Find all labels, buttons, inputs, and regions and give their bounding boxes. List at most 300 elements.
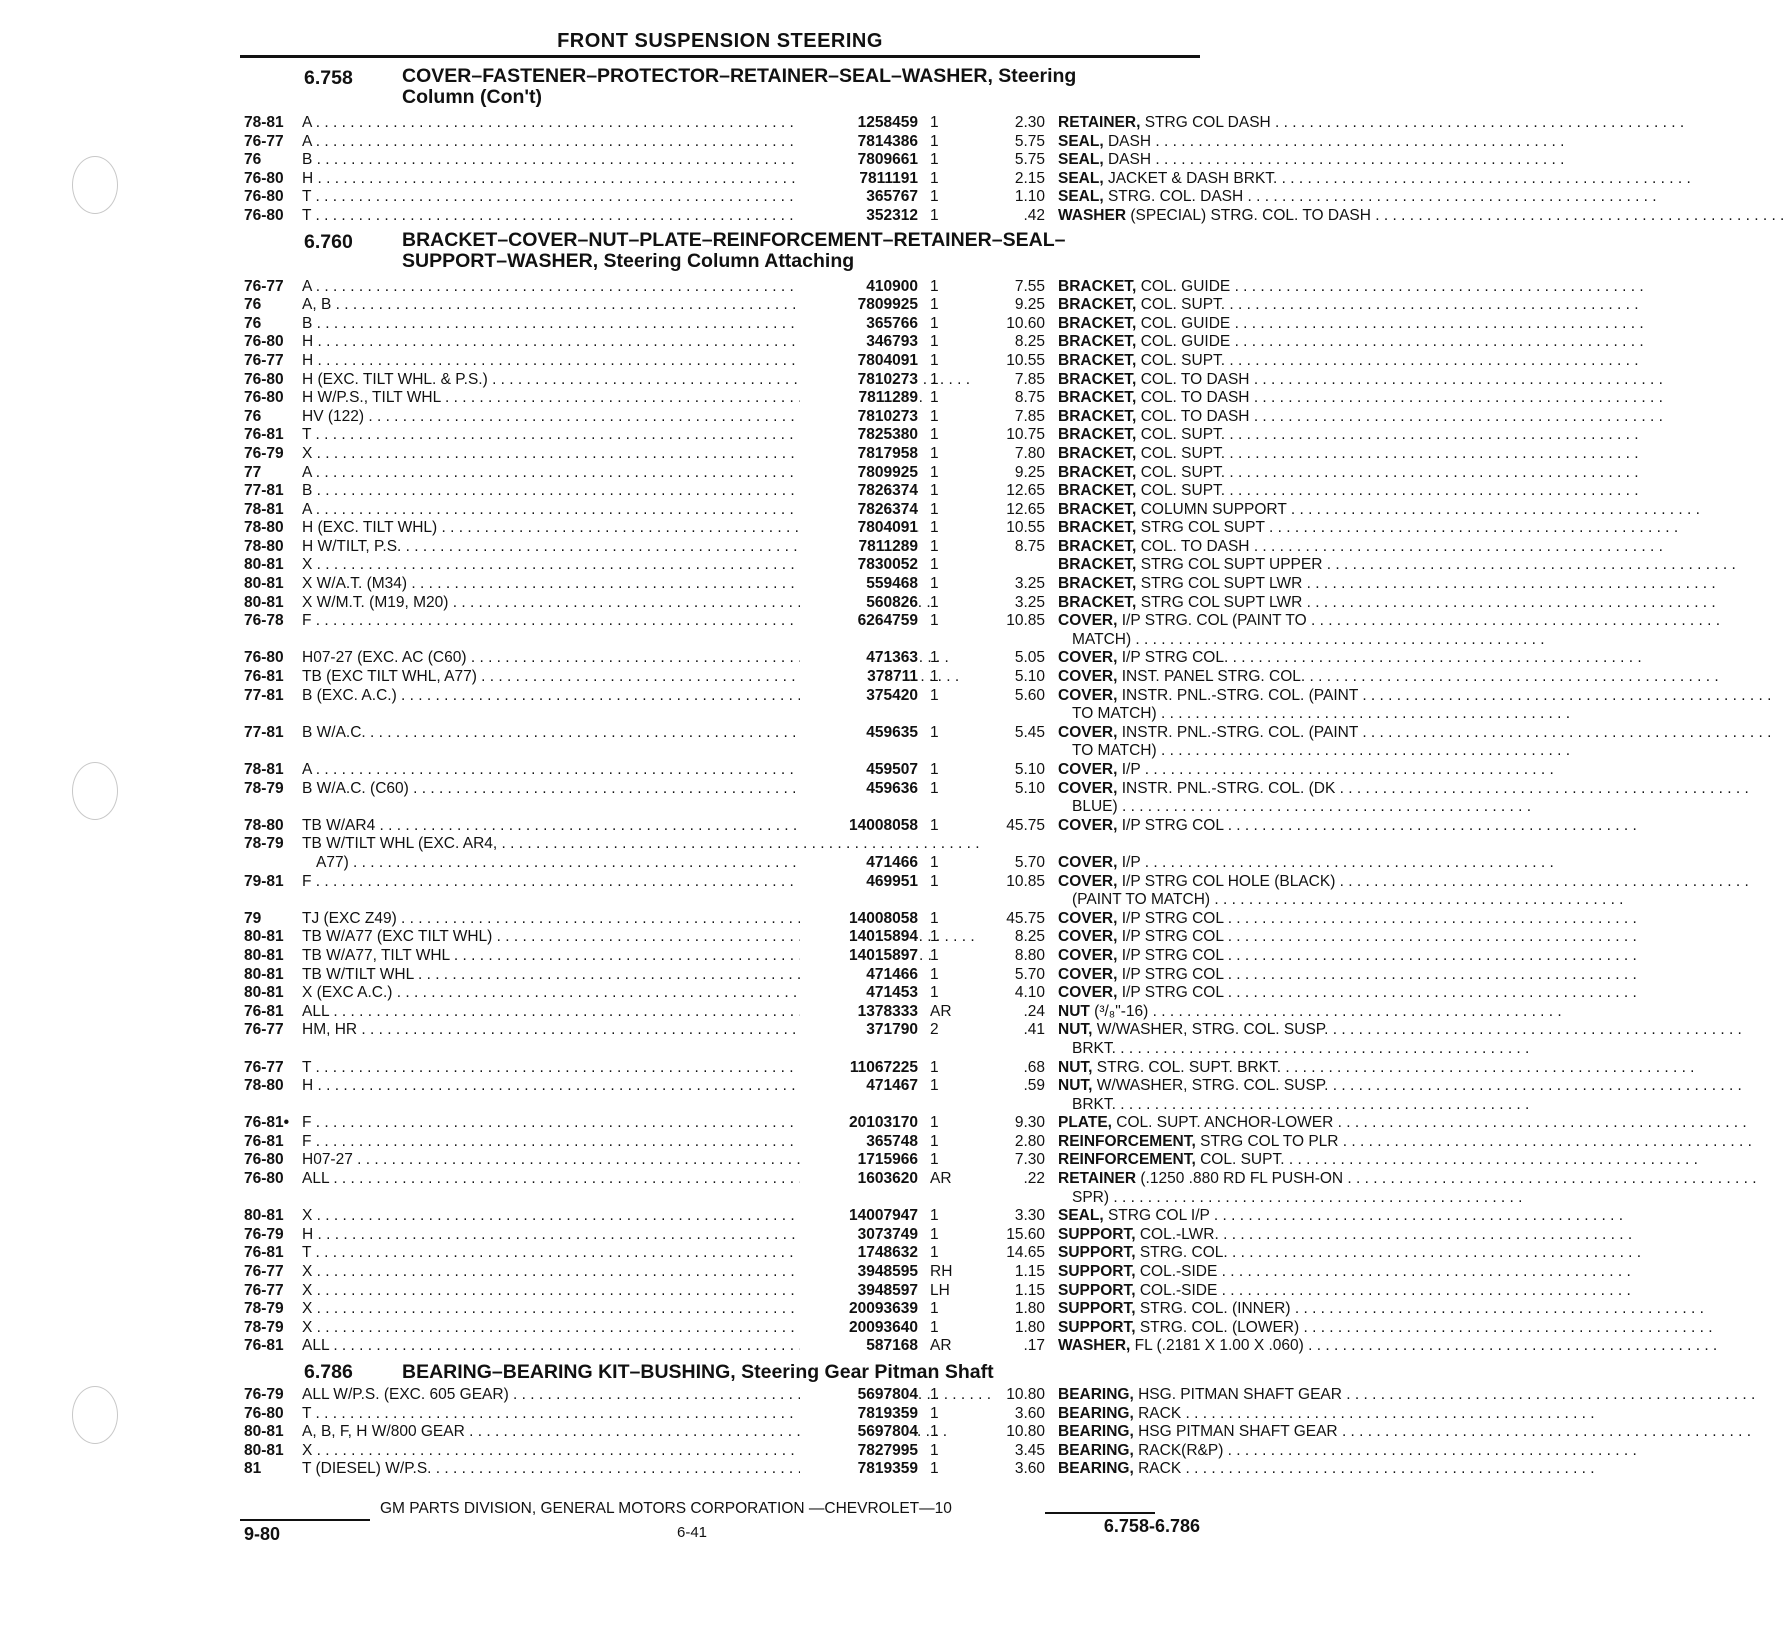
- price: 1.15: [1014, 1263, 1045, 1281]
- description-text: COL. SUPT. ANCHOR-LOWER: [1116, 1114, 1334, 1132]
- description-line: [1058, 1003, 1438, 1022]
- part-name: SUPPORT,: [1058, 1318, 1136, 1336]
- price: 9.25: [1014, 296, 1045, 314]
- part-number: 471466: [800, 854, 918, 873]
- description-line: [1058, 817, 1438, 836]
- description-text: COL. GUIDE: [1140, 333, 1231, 351]
- quantity: 1: [930, 686, 939, 704]
- model-year: 80-81: [244, 1423, 284, 1441]
- part-description: [1058, 873, 1438, 910]
- price: 2.15: [1014, 169, 1045, 187]
- part-name: BRACKET,: [1058, 500, 1137, 518]
- description-text: COL. TO DASH: [1140, 370, 1250, 388]
- part-row: [240, 1021, 1329, 1058]
- part-description: [1058, 352, 1438, 371]
- description-text: DASH: [1107, 151, 1152, 169]
- model-text: A: [302, 277, 312, 295]
- part-description: [1058, 426, 1438, 445]
- punch-hole-top: [72, 156, 118, 214]
- price: 10.85: [1006, 872, 1045, 890]
- part-number: 346793: [800, 333, 918, 352]
- model-line: [302, 315, 812, 334]
- model-year: 80-81: [244, 984, 284, 1002]
- price: 10.75: [1006, 426, 1045, 444]
- description-text: INSTR. PNL.-STRG. COL. (PAINT: [1121, 723, 1359, 741]
- quantity: 1: [930, 1058, 939, 1076]
- part-description: [1058, 1386, 1438, 1405]
- part-number: 1258459: [800, 114, 918, 133]
- part-name: COVER,: [1058, 761, 1118, 778]
- description-line: [1058, 389, 1438, 408]
- model-applicability: [302, 170, 812, 189]
- part-row: [240, 835, 1200, 872]
- part-row: [240, 444, 1226, 464]
- part-number: 7827995: [800, 1442, 918, 1461]
- part-number: 7809661: [800, 151, 918, 170]
- price: 8.80: [1014, 946, 1045, 964]
- model-line: [302, 966, 812, 985]
- part-description: [1058, 1405, 1438, 1424]
- description-text: DASH: [1107, 132, 1152, 150]
- model-text: H: [302, 1225, 314, 1243]
- quantity: 1: [930, 389, 939, 407]
- part-number: 11067225: [800, 1059, 918, 1078]
- description-line: [1058, 668, 1438, 687]
- quantity: 1: [930, 761, 939, 778]
- description-line: [1058, 1405, 1438, 1424]
- part-name: BEARING,: [1058, 1404, 1134, 1422]
- model-line: [302, 761, 812, 780]
- footer-rule-right: [1045, 1512, 1155, 1514]
- quantity: 1: [930, 1441, 939, 1459]
- part-number: 471466: [800, 966, 918, 985]
- part-number: 559468: [800, 575, 918, 594]
- section-title-cont: SUPPORT–WASHER, Steering Column Attaching: [402, 249, 855, 272]
- model-year: 76-79: [244, 444, 284, 462]
- model-year: 80-81: [244, 1207, 284, 1225]
- quantity: 1: [930, 612, 939, 630]
- part-description: [1058, 1059, 1438, 1078]
- price: 4.10: [1014, 984, 1045, 1002]
- price: 5.45: [1014, 723, 1045, 741]
- model-line: [302, 1244, 812, 1263]
- part-number: 7811289: [800, 538, 918, 557]
- model-text: F: [302, 612, 312, 630]
- model-applicability: [302, 724, 812, 743]
- model-text: X W/A.T. (M34): [302, 575, 408, 593]
- part-row: [240, 984, 1224, 1003]
- part-row: [240, 314, 1231, 334]
- description-line: [1058, 1423, 1438, 1442]
- part-row: [240, 1058, 1282, 1078]
- part-number: 1603620: [800, 1170, 918, 1189]
- model-text: B: [302, 314, 313, 332]
- part-row: [240, 946, 1224, 966]
- footer-section-range: 6.758-6.786: [1103, 1516, 1200, 1536]
- description-line: [1058, 556, 1438, 575]
- model-line: [302, 649, 812, 668]
- model-year: 76: [244, 314, 262, 332]
- model-text: H07-27 (EXC. AC (C60): [302, 649, 467, 667]
- model-applicability: [302, 1263, 812, 1282]
- model-text: T: [302, 1404, 312, 1422]
- model-applicability: [302, 1337, 812, 1356]
- part-description: [1058, 1244, 1438, 1263]
- quantity: 1: [930, 668, 939, 686]
- description-text: RACK: [1138, 1460, 1182, 1478]
- description-line: [1058, 928, 1438, 947]
- part-description: [1058, 1114, 1438, 1133]
- parts-catalog: [240, 62, 1371, 1479]
- description-line: [1058, 947, 1438, 966]
- price: 12.65: [1006, 482, 1045, 500]
- section-number: 6.758: [304, 67, 353, 89]
- description-line: [1058, 687, 1438, 706]
- part-description: [1058, 928, 1438, 947]
- part-number: 1715966: [800, 1151, 918, 1170]
- description-line: [1058, 170, 1438, 189]
- model-year: 80-81: [244, 965, 284, 983]
- part-row: [240, 816, 1224, 836]
- quantity: 1: [930, 984, 939, 1002]
- footer-date: 9-80: [244, 1524, 281, 1544]
- part-description: [1058, 315, 1438, 334]
- model-applicability: [302, 1423, 812, 1442]
- description-text: (.1250 .880 RD FL PUSH-ON: [1140, 1170, 1344, 1188]
- part-number: 365767: [800, 188, 918, 207]
- quantity: 1: [930, 556, 939, 574]
- model-text: HM, HR: [302, 1021, 358, 1039]
- quantity: 1: [930, 151, 939, 169]
- model-year: 76-80: [244, 1404, 284, 1422]
- model-line: [302, 854, 812, 873]
- price: 3.25: [1014, 593, 1045, 611]
- part-number: 7825380: [800, 426, 918, 445]
- quantity: 2: [930, 1021, 939, 1039]
- part-description: [1058, 1170, 1438, 1207]
- part-description: [1058, 1021, 1438, 1058]
- description-line: [1058, 464, 1438, 483]
- part-name: COVER,: [1058, 649, 1118, 667]
- model-line: [302, 333, 812, 352]
- description-text: STRG COL TO PLR: [1200, 1132, 1339, 1150]
- price: 5.05: [1014, 649, 1045, 667]
- model-applicability: [302, 519, 812, 538]
- model-year: 77-81: [244, 723, 284, 741]
- description-text: INSTR. PNL.-STRG. COL. (PAINT: [1121, 686, 1359, 704]
- part-number: 459507: [800, 761, 918, 780]
- description-text-cont: (PAINT TO MATCH): [1072, 891, 1211, 909]
- model-line: [302, 575, 812, 594]
- model-text: T (DIESEL) W/P.S.: [302, 1460, 432, 1478]
- part-name: BEARING,: [1058, 1441, 1134, 1459]
- price: 5.70: [1014, 853, 1045, 871]
- model-year: 76-80: [244, 1151, 284, 1169]
- model-text: A: [302, 114, 312, 131]
- model-year: 80-81: [244, 1441, 284, 1459]
- part-number: 560826: [800, 594, 918, 613]
- model-applicability: [302, 612, 812, 631]
- part-row: [240, 151, 1200, 170]
- model-line: [302, 1386, 812, 1405]
- part-name: RETAINER: [1058, 1170, 1137, 1188]
- model-applicability: [302, 928, 812, 947]
- description-line: [1058, 151, 1438, 170]
- description-line: [1058, 278, 1438, 297]
- quantity: 1: [930, 1225, 939, 1243]
- price: 7.30: [1014, 1151, 1045, 1169]
- part-number: 371790: [800, 1021, 918, 1040]
- model-applicability: [302, 910, 812, 929]
- model-text: TJ (EXC Z49): [302, 909, 397, 927]
- description-text: COL. SUPT.: [1140, 351, 1226, 369]
- description-line: [1058, 188, 1438, 207]
- description-text: W/WASHER, STRG. COL. SUSP.: [1096, 1077, 1329, 1095]
- part-number: 352312: [800, 207, 918, 226]
- part-description: [1058, 1077, 1438, 1114]
- description-line: [1058, 1337, 1438, 1356]
- model-text: H: [302, 351, 314, 369]
- part-description: [1058, 649, 1438, 668]
- description-line-cont: [1058, 705, 1438, 724]
- model-year: 76-81: [244, 1002, 284, 1020]
- price: 5.70: [1014, 965, 1045, 983]
- part-number: 471363: [800, 649, 918, 668]
- part-number: 7809925: [800, 464, 918, 483]
- part-row: [240, 575, 1303, 594]
- part-row: [240, 169, 1278, 189]
- model-applicability: [302, 371, 812, 390]
- section-number: 6.760: [304, 230, 353, 253]
- footer-page-number: 6-41: [677, 1524, 708, 1541]
- model-year: 78-80: [244, 537, 284, 555]
- part-row: [240, 389, 1250, 408]
- description-line: [1058, 612, 1438, 631]
- part-description: [1058, 1282, 1438, 1301]
- part-name: COVER,: [1058, 872, 1118, 890]
- model-text: ALL: [302, 1337, 330, 1355]
- part-number: 20093640: [800, 1319, 918, 1338]
- part-description: [1058, 445, 1438, 464]
- description-line: [1058, 482, 1438, 501]
- model-text: A, B, F, H W/800 GEAR: [302, 1423, 465, 1441]
- description-text: STRG. COL.: [1139, 1244, 1228, 1262]
- part-row: [240, 872, 1336, 910]
- part-name: COVER,: [1058, 984, 1118, 1002]
- price: 3.60: [1014, 1404, 1045, 1422]
- price: 5.60: [1014, 686, 1045, 704]
- model-line: [302, 278, 812, 297]
- model-applicability: [302, 1226, 812, 1245]
- price: 7.85: [1014, 407, 1045, 425]
- quantity: 1: [930, 188, 939, 206]
- description-line-cont: [1058, 891, 1438, 910]
- model-text: A: [302, 761, 312, 778]
- part-description: [1058, 538, 1438, 557]
- quantity: 1: [930, 1114, 939, 1132]
- model-applicability: [302, 151, 812, 170]
- model-year: 80-81: [244, 593, 284, 611]
- price: 5.75: [1014, 132, 1045, 150]
- part-row: [240, 1244, 1228, 1263]
- model-applicability: [302, 556, 812, 575]
- model-applicability: [302, 1151, 812, 1170]
- model-year: 78-79: [244, 1318, 284, 1336]
- model-year: 81: [244, 1460, 262, 1478]
- description-line: [1058, 315, 1438, 334]
- part-description: [1058, 1151, 1438, 1170]
- quantity: 1: [930, 114, 939, 131]
- model-applicability: [302, 1207, 812, 1226]
- part-name: RETAINER,: [1058, 114, 1141, 131]
- punch-hole-bottom: [72, 1386, 118, 1444]
- part-description: [1058, 1133, 1438, 1152]
- price: .59: [1023, 1077, 1045, 1095]
- part-row: [240, 1170, 1344, 1207]
- part-name: SEAL,: [1058, 169, 1104, 187]
- model-year: 76: [244, 151, 262, 169]
- quantity: AR: [930, 1170, 952, 1188]
- description-line-cont: [1058, 1040, 1438, 1059]
- description-line: [1058, 1282, 1438, 1301]
- model-line: [302, 1226, 812, 1245]
- part-number: 469951: [800, 873, 918, 892]
- description-text: STRG COL DASH: [1144, 114, 1271, 131]
- model-line: [302, 464, 812, 483]
- description-text: STRG COL I/P: [1107, 1207, 1210, 1225]
- part-number: 3073749: [800, 1226, 918, 1245]
- price: 5.10: [1014, 761, 1045, 778]
- part-row: [240, 1460, 1200, 1479]
- part-row: [240, 370, 1250, 390]
- model-line: [302, 1423, 812, 1442]
- model-line: [302, 780, 812, 799]
- part-name: COVER,: [1058, 853, 1118, 871]
- model-line: [302, 1059, 812, 1078]
- quantity: 1: [930, 1423, 939, 1441]
- description-text: COL. SUPT.: [1140, 296, 1226, 314]
- model-line: [302, 1207, 812, 1226]
- part-name: BRACKET,: [1058, 296, 1137, 314]
- page-header: [240, 30, 1200, 58]
- model-year: 77-81: [244, 482, 284, 500]
- part-description: [1058, 151, 1438, 170]
- description-text: STRG. COL. (LOWER): [1139, 1318, 1300, 1336]
- quantity: 1: [930, 314, 939, 332]
- description-text: INST. PANEL STRG. COL.: [1121, 668, 1306, 686]
- part-name: SUPPORT,: [1058, 1300, 1136, 1318]
- part-row: [240, 206, 1371, 226]
- model-line: [302, 1300, 812, 1319]
- model-year: 78-80: [244, 519, 284, 537]
- part-name: COVER,: [1058, 779, 1118, 797]
- model-applicability: [302, 1003, 812, 1022]
- part-row: [240, 1003, 1200, 1022]
- price: 3.30: [1014, 1207, 1045, 1225]
- model-year: 76-77: [244, 1021, 284, 1039]
- footer-text: GM PARTS DIVISION, GENERAL MOTORS CORPORATION —CHEVROLET—10: [380, 1500, 952, 1517]
- quantity: 1: [930, 1151, 939, 1169]
- part-row: [240, 1132, 1339, 1152]
- model-line: [302, 114, 812, 133]
- price: 8.75: [1014, 537, 1045, 555]
- part-row: [240, 519, 1265, 538]
- model-text: H: [302, 169, 314, 187]
- part-description: [1058, 133, 1438, 152]
- model-text: A, B: [302, 296, 332, 314]
- model-line: [302, 296, 812, 315]
- description-line: [1058, 854, 1438, 873]
- part-name: COVER,: [1058, 668, 1118, 686]
- part-row: [240, 537, 1250, 557]
- model-year: 76-80: [244, 333, 284, 351]
- model-year: 76-77: [244, 1281, 284, 1299]
- part-number: 471453: [800, 984, 918, 1003]
- description-line: [1058, 1133, 1438, 1152]
- part-number: 7814386: [800, 133, 918, 152]
- model-text: X: [302, 1441, 313, 1459]
- part-description: [1058, 612, 1438, 649]
- model-line: [302, 408, 812, 427]
- part-number: 375420: [800, 687, 918, 706]
- model-applicability: [302, 984, 812, 1003]
- quantity: LH: [930, 1281, 950, 1299]
- model-text: B W/A.C.: [302, 723, 366, 741]
- part-row: [240, 686, 1359, 724]
- part-name: SUPPORT,: [1058, 1263, 1136, 1281]
- part-number: 7810273: [800, 408, 918, 427]
- description-text: I/P STRG COL: [1121, 984, 1224, 1002]
- part-number: 410900: [800, 278, 918, 297]
- part-name: BRACKET,: [1058, 593, 1137, 611]
- model-applicability: [302, 1133, 812, 1152]
- model-applicability: [302, 817, 812, 836]
- part-description: [1058, 501, 1438, 520]
- model-line: [302, 1319, 812, 1338]
- model-year: 78-80: [244, 816, 284, 834]
- model-year: 76-77: [244, 1263, 284, 1281]
- description-text: COL. SUPT.: [1200, 1151, 1285, 1169]
- model-applicability: [302, 594, 812, 613]
- part-name: COVER,: [1058, 965, 1118, 983]
- description-line: [1058, 724, 1438, 743]
- price: 7.55: [1014, 277, 1045, 295]
- part-name: REINFORCEMENT,: [1058, 1151, 1196, 1169]
- model-line: [302, 482, 812, 501]
- description-line: [1058, 966, 1438, 985]
- description-text-cont: SPR): [1072, 1188, 1110, 1206]
- description-text: STRG COL SUPT UPPER: [1140, 556, 1323, 574]
- part-description: [1058, 1300, 1438, 1319]
- part-description: [1058, 966, 1438, 985]
- description-text-cont: TO MATCH): [1072, 742, 1157, 760]
- model-applicability: [302, 947, 812, 966]
- model-line: [302, 1077, 812, 1096]
- part-description: [1058, 947, 1438, 966]
- description-line: [1058, 873, 1438, 892]
- part-row: [240, 668, 1306, 687]
- part-number: 5697804: [800, 1386, 918, 1405]
- price: 10.55: [1006, 519, 1045, 537]
- part-row: [240, 500, 1287, 520]
- quantity: 1: [930, 946, 939, 964]
- model-line: [302, 151, 812, 170]
- model-text: X: [302, 1318, 313, 1336]
- part-name: BRACKET,: [1058, 426, 1137, 444]
- model-text: H: [302, 1077, 314, 1095]
- model-applicability: [302, 668, 812, 687]
- description-text: COL. SUPT.: [1140, 444, 1226, 462]
